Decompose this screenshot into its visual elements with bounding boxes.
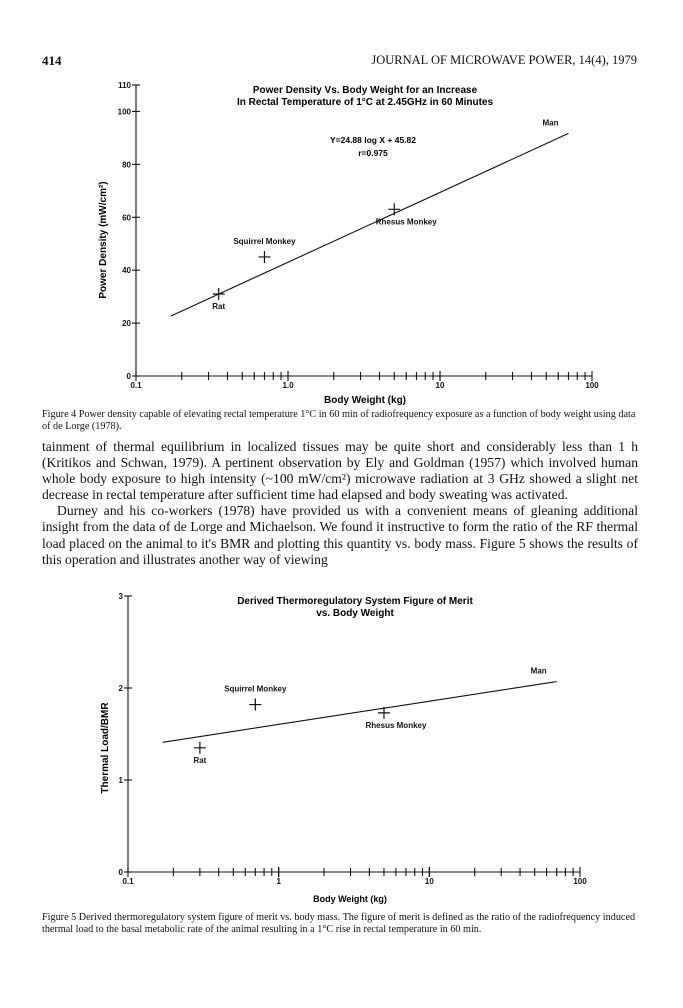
fig5-point-label: Squirrel Monkey [224, 684, 287, 694]
fig5-x-tick-label: 0.1 [122, 877, 134, 886]
fig5-point-marker [249, 699, 261, 711]
figure-5-title-line1: Derived Thermoregulatory System Figure of Merit [237, 596, 473, 607]
fig5-x-tick-label: 1 [276, 877, 281, 886]
fig4-point-label: Rhesus Monkey [375, 217, 437, 227]
fig5-x-tick-label: 100 [573, 877, 587, 886]
fig5-y-tick-label: 1 [118, 776, 123, 785]
figure-5-title-line2: vs. Body Weight [316, 608, 394, 619]
fig4-y-tick-label: 40 [122, 266, 131, 276]
fig4-y-tick-label: 20 [122, 319, 131, 329]
body-paragraph-2: Durney and his co-workers (1978) have provided us with a convenient means of gleaning additional insight from the data of de Lorge and Michaelson. We found it instructive to form the ratio of the RF thermal load placed on the animal to it's BMR and plotting this quantity vs. body mass. Figure 5 shows the results of this operation and illustrates another way of viewing [42, 503, 638, 567]
figure-5-y-axis-label: Thermal Load/BMR [100, 702, 111, 794]
page-number: 414 [42, 53, 62, 68]
fig5-y-tick-label: 0 [118, 868, 123, 877]
fig5-y-tick-label: 2 [118, 684, 123, 693]
figure-4-r-value: r=0.975 [358, 148, 388, 158]
fig5-point-label: Rat [193, 755, 207, 765]
fig5-x-tick-label: 10 [424, 877, 434, 886]
fig4-x-tick-label: 10 [435, 381, 445, 390]
journal-title: JOURNAL OF MICROWAVE POWER, 14(4), 1979 [371, 53, 637, 67]
fig4-y-tick-label: 80 [122, 160, 131, 170]
fig4-point-label: Man [542, 118, 559, 128]
fig4-y-tick-label: 110 [118, 81, 131, 90]
body-paragraph-1: tainment of thermal equilibrium in localized tissues may be quite short and considerably less than 1 h (Kritikos and Schwan, 1979). A pertinent observation by Ely and Goldman (1957) which involved human whole body exposure to high intensity (~100 mW/cm²) microwave radiation at 3 GHz showed a slight net decrease in rectal temperature after sufficient time had elapsed and body sweating was activated. [42, 439, 638, 503]
fig4-y-tick-label: 0 [126, 372, 131, 381]
figure-4-y-axis-label: Power Density (mW/cm²) [98, 181, 109, 299]
fig5-fit-line [163, 682, 557, 743]
fig4-y-tick-label: 60 [122, 213, 131, 223]
fig4-x-tick-label: 100 [585, 381, 599, 390]
figure-5-x-axis-label: Body Weight (kg) [313, 894, 387, 904]
fig4-x-tick-label: 1.0 [282, 381, 294, 390]
fig4-point-label: Rat [212, 301, 226, 311]
fig4-x-tick-label: 0.1 [130, 381, 142, 390]
figure-4-title-line2: In Rectal Temperature of 1°C at 2.45GHz in 60 Minutes [236, 97, 494, 108]
figure-4-equation: Y=24.88 log X + 45.82 [329, 135, 417, 145]
figure-4-title-line1: Power Density Vs. Body Weight for an Increase [252, 85, 478, 96]
fig5-point-label: Man [530, 666, 547, 676]
figure-5-axes [119, 592, 588, 886]
fig5-point-label: Rhesus Monkey [365, 720, 427, 730]
figure-4-caption: Figure 4 Power density capable of elevating rectal temperature 1°C in 60 min of radiofrequency exposure as a function of body weight using data of de Lorge (1978). [42, 409, 636, 432]
fig5-point-marker [194, 742, 206, 754]
figure-5-caption: Figure 5 Derived thermoregulatory system figure of merit vs. body mass. The figure of merit is defined as the ratio of the radiofrequency induced thermal load to the basal metabolic rate of the animal resulting in a 1°C rise in rectal temperature in 60 min. [42, 912, 636, 935]
fig5-y-tick-label: 3 [118, 592, 123, 601]
fig4-point-label: Squirrel Monkey [233, 236, 296, 246]
fig4-y-tick-label: 100 [117, 107, 131, 117]
figure-4-x-axis-label: Body Weight (kg) [323, 395, 407, 406]
